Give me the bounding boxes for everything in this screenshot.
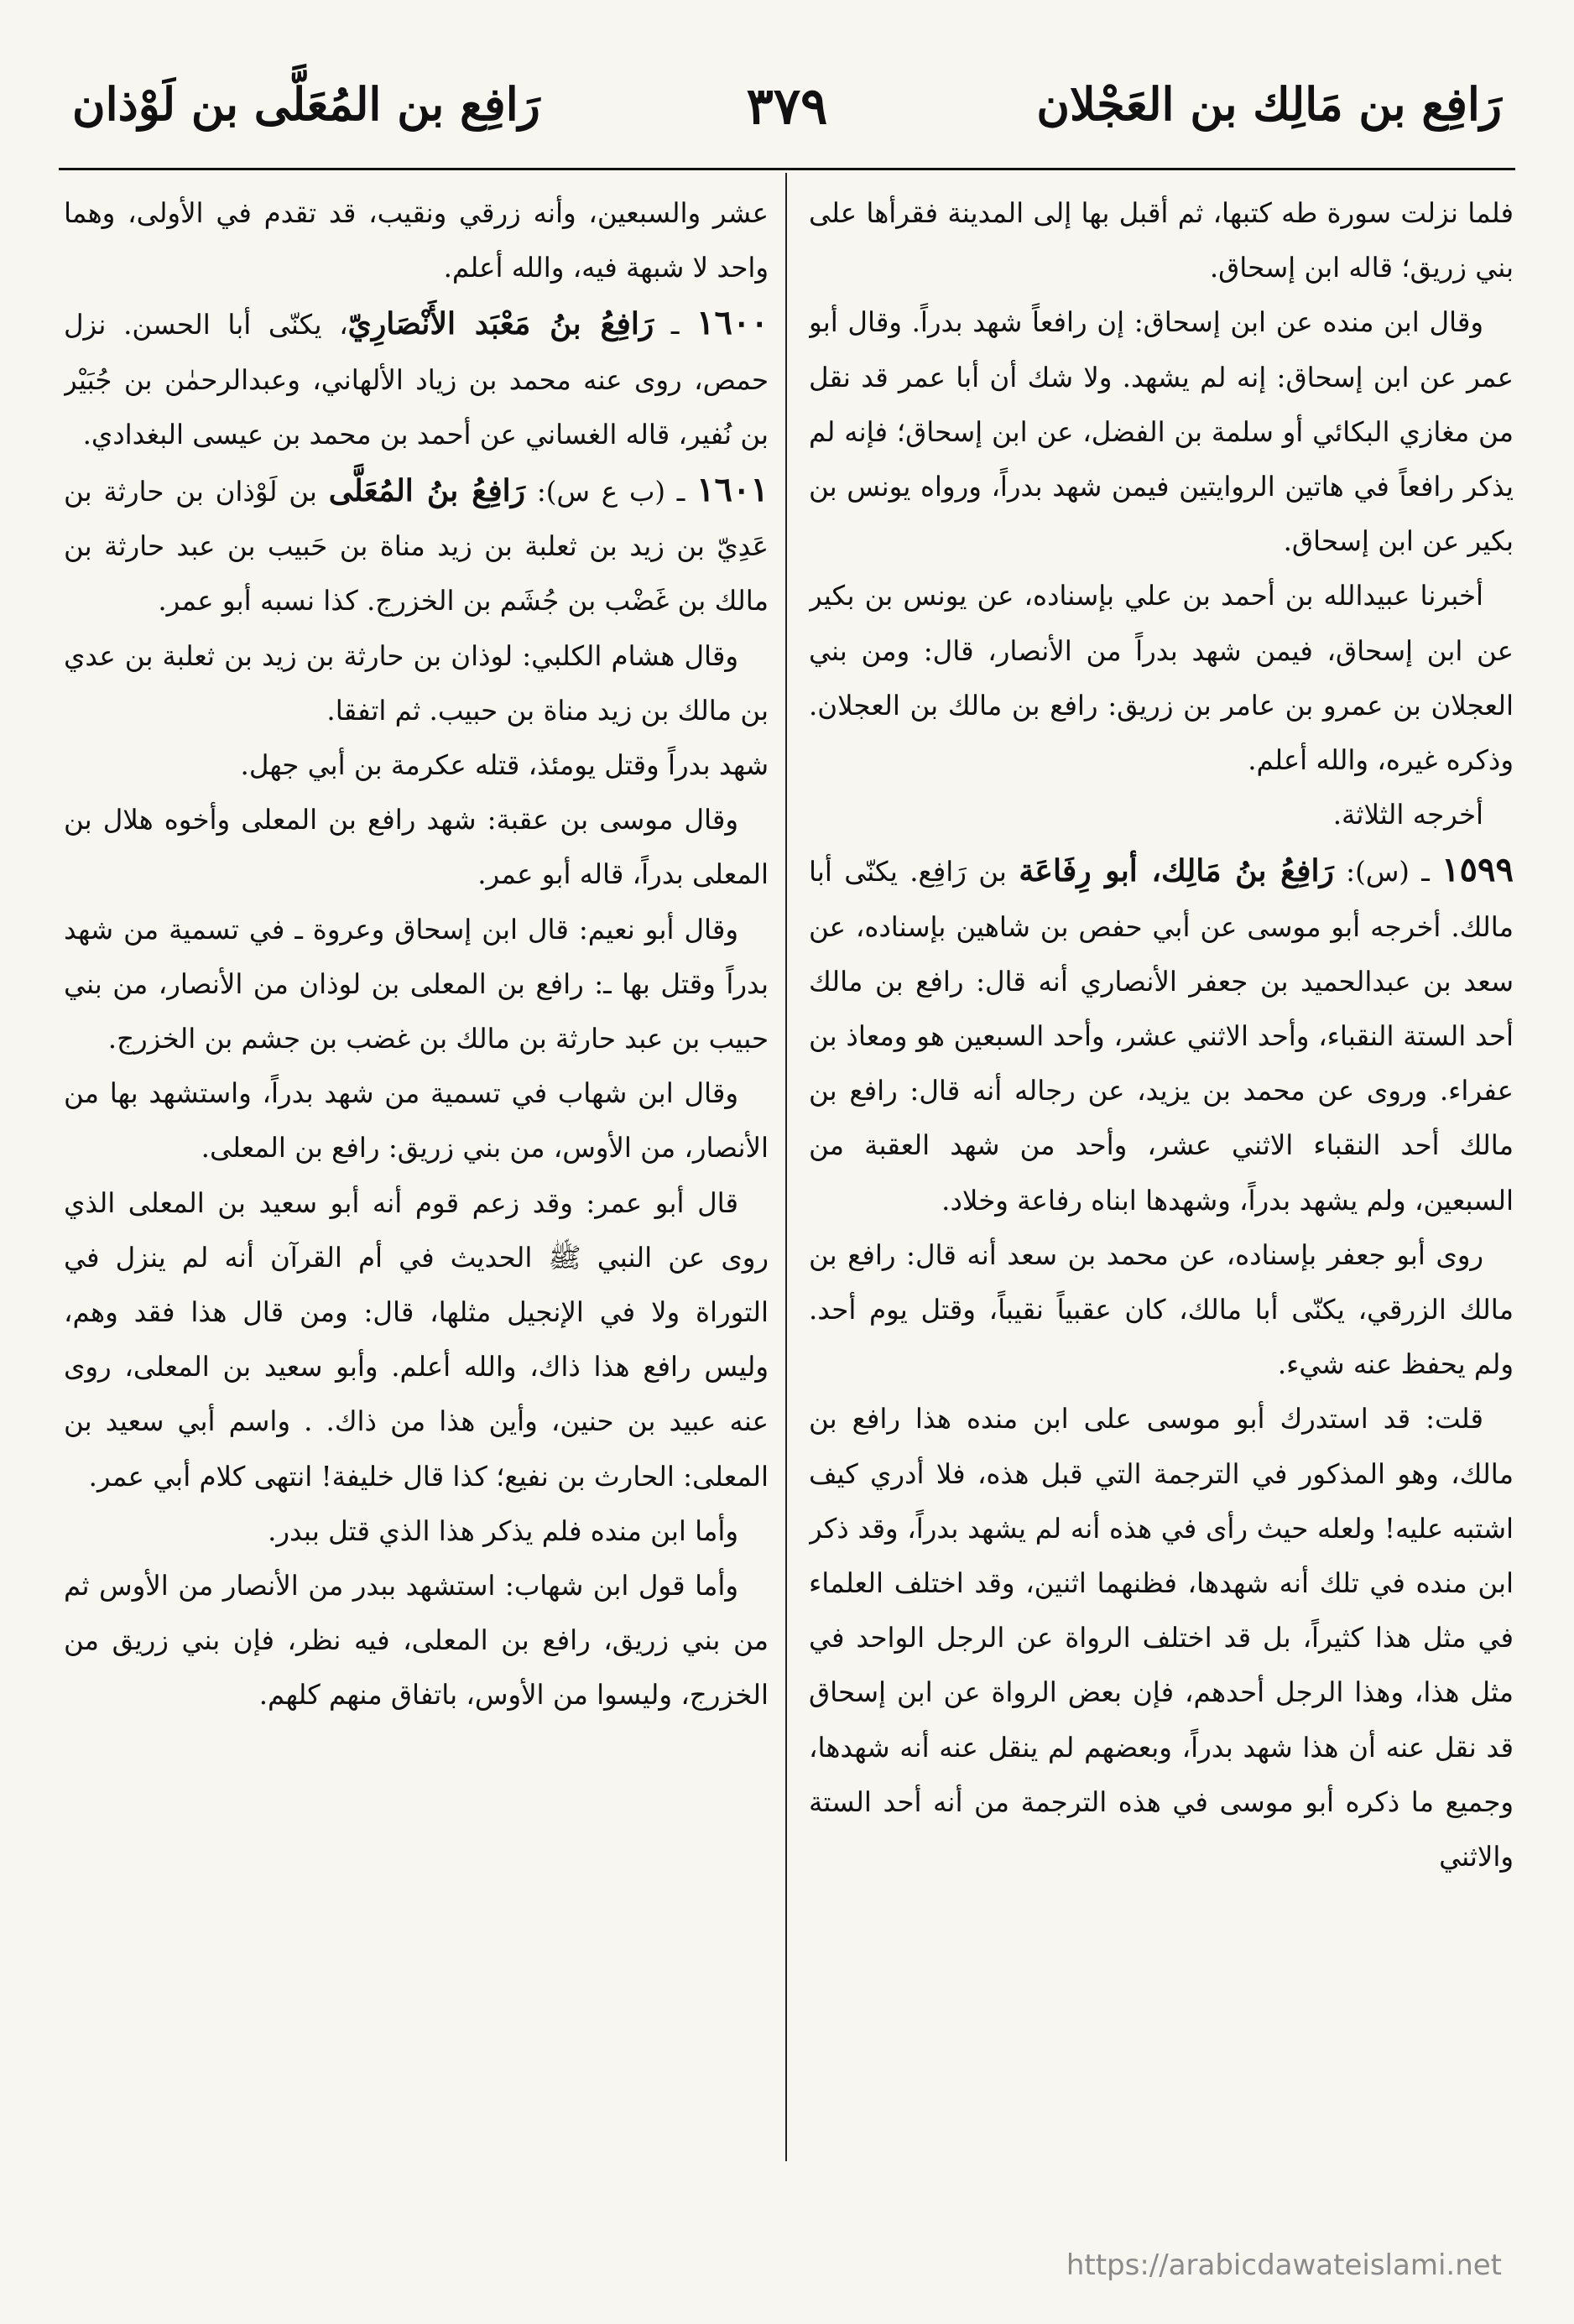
paragraph: وقال هشام الكلبي: لوذان بن حارثة بن زيد بن ثعلبة بن عدي بن مالك بن زيد مناة بن حبيب. ثم اتفقا. bbox=[64, 639, 769, 727]
paragraph: شهد بدراً وقتل يومئذ، قتله عكرمة بن أبي جهل. bbox=[240, 749, 769, 782]
entry-number: ١٦٠٠ bbox=[696, 303, 769, 343]
paragraph: وقال ابن منده عن ابن إسحاق: إن رافعاً شهد بدراً. وقال أبو عمر عن ابن إسحاق: إنه لم يشهد. ولا شك أن أبا عمر قد نقل من مغازي البكائي أو سلمة بن الفضل، عن ابن إسحاق؛ فإنه لم يذكر رافعاً في هاتين الروايتين فيمن شهد بدراً، ورواه يونس بن بكير عن ابن إسحاق. bbox=[809, 306, 1514, 558]
right-column bbox=[809, 186, 1514, 2166]
entry-name: رَافِعُ بنُ مَعْبَد الأَنْصَارِيّ bbox=[347, 306, 654, 342]
paragraph: أخبرنا عبيدالله بن أحمد بن علي بإسناده، عن يونس بن بكير عن ابن إسحاق، فيمن شهد بدراً من الأنصار، قال: ومن بني العجلان بن عمرو بن عامر بن زريق: رافع بن مالك بن العجلان. وذكره غيره، والله أعلم. bbox=[809, 580, 1514, 777]
paragraph: وقال أبو نعيم: قال ابن إسحاق وعروة ـ في تسمية من شهد بدراً وقتل بها ـ: رافع بن المعلى بن لوذان من الأنصار، من بني حبيب بن عبد حارثة بن مالك بن غضب بن جشم بن الخزرج. bbox=[64, 913, 769, 1055]
entry-tag: ـ (س): bbox=[1333, 856, 1442, 888]
paragraph: عشر والسبعين، وأنه زرقي ونقيب، قد تقدم في الأولى، وهما واحد لا شبهة فيه، والله أعلم. bbox=[64, 197, 769, 284]
entry-text: بن لَوْذان بن حارثة بن عَدِيّ بن زيد بن ثعلبة بن زيد مناة بن حَبيب بن عبد حارثة بن مالك بن غَضْب بن جُشَم بن الخزرج. كذا نسبه أبو عمر. bbox=[64, 476, 769, 617]
paragraph: وقال موسى بن عقبة: شهد رافع بن المعلى وأخوه هلال بن المعلى بدراً، قاله أبو عمر. bbox=[64, 804, 769, 891]
paragraph: قال أبو عمر: وقد زعم قوم أنه أبو سعيد بن المعلى الذي روى عن النبي ﷺ الحديث في أم القرآن أنه لم ينزل في التوراة ولا في الإنجيل مثلها، قال: ومن قال هذا فقد وهم، وليس رافع هذا ذاك، والله أعلم. وأبو سعيد بن المعلى، روى عنه عبيد بن حنين، وأين هذا من ذاك. . واسم أبي سعيد بن المعلى: الحارث بن نفيع؛ كذا قال خليفة! انتهى كلام أبي عمر. bbox=[64, 1186, 769, 1493]
entry-name: رَافِعُ بنُ مَالِك، أبو رِفَاعَة bbox=[1019, 853, 1334, 889]
entry-1600 bbox=[64, 295, 769, 462]
entry-text: بن رَافِع. يكنّى أبا مالك. أخرجه أبو موسى عن أبي حفص بن شاهين بإسناده، عن سعد بن عبدالحميد بن جعفر الأنصاري أنه قال: رافع بن مالك أحد الستة النقباء، وأحد الاثني عشر، وأحد السبعين هو ومعاذ بن عفراء. وروى عن محمد بن يزيد، عن رجاله أنه قال: رافع بن مالك أحد النقباء الاثني عشر، وأحد من شهد العقبة من السبعين، ولم يشهد بدراً، وشهدها ابناه رفاعة وخلاد. bbox=[809, 856, 1514, 1217]
paragraph: وقال ابن شهاب في تسمية من شهد بدراً، واستشهد بها من الأنصار، من الأوس، من بني زريق: رافع بن المعلى. bbox=[64, 1077, 769, 1165]
entry-tag: ـ bbox=[654, 309, 697, 341]
paragraph: وأما ابن منده فلم يذكر هذا الذي قتل ببدر. bbox=[268, 1514, 738, 1547]
column-divider bbox=[785, 173, 787, 2161]
entry-number: ١٥٩٩ bbox=[1441, 850, 1514, 890]
page-number: ٣٧٩ bbox=[746, 77, 828, 136]
entry-text: ، يكنّى أبا الحسن. نزل حمص، روى عنه محمد بن زياد الألهاني، وعبدالرحمٰن بن جُبَيْر بن نُفير، قاله الغساني عن أحمد بن محمد بن عيسى البغدادي. bbox=[64, 309, 769, 451]
entry-number: ١٦٠١ bbox=[696, 470, 769, 510]
entry-name: رَافِعُ بنُ المُعَلَّى bbox=[328, 473, 526, 509]
running-header bbox=[72, 77, 1502, 153]
entry-1601 bbox=[64, 462, 769, 629]
entry-tag: ـ (ب ع س): bbox=[525, 476, 697, 508]
paragraph: أخرجه الثلاثة. bbox=[1332, 799, 1483, 831]
paragraph: فلما نزلت سورة طه كتبها، ثم أقبل بها إلى المدينة فقرأها على بني زريق؛ قاله ابن إسحاق. bbox=[809, 197, 1514, 284]
watermark-url: https://arabicdawateislami.net bbox=[1066, 2248, 1502, 2282]
running-title-left: رَافِع بن المُعَلَّى بن لَوْذان bbox=[72, 77, 540, 131]
paragraph: وأما قول ابن شهاب: استشهد ببدر من الأنصار من الأوس ثم من بني زريق، رافع بن المعلى، فيه نظر، فإن بني زريق من الخزرج، وليسوا من الأوس، باتفاق منهم كلهم. bbox=[64, 1570, 769, 1712]
left-column bbox=[64, 186, 769, 2166]
running-title-right: رَافِع بن مَالِك بن العَجْلان bbox=[1036, 77, 1502, 131]
paragraph: قلت: قد استدرك أبو موسى على ابن منده هذا رافع بن مالك، وهو المذكور في الترجمة التي قبل هذه، فلا أدري كيف اشتبه عليه! ولعله حيث رأى في هذه أنه لم يشهد بدراً، وقد ذكر ابن منده في تلك أنه شهدها، فظنهما اثنين، وقد اختلف العلماء في مثل هذا كثيراً، بل قد اختلف الرواة عن الرجل الواحد في مثل هذا، وهذا الرجل أحدهم، فإن بعض الرواة عن ابن إسحاق قد نقل عنه أن هذا شهد بدراً، وبعضهم لم ينقل عنه أنه شهدها، وجميع ما ذكره أبو موسى في هذه الترجمة من أنه أحد الستة والاثني bbox=[809, 1403, 1514, 1873]
header-rule bbox=[59, 168, 1515, 170]
paragraph: روى أبو جعفر بإسناده، عن محمد بن سعد أنه قال: رافع بن مالك الزرقي، يكنّى أبا مالك، كان عقبياً نقيباً، وقتل يوم أحد. ولم يحفظ عنه شيء. bbox=[809, 1238, 1514, 1381]
entry-1599 bbox=[809, 842, 1514, 1227]
